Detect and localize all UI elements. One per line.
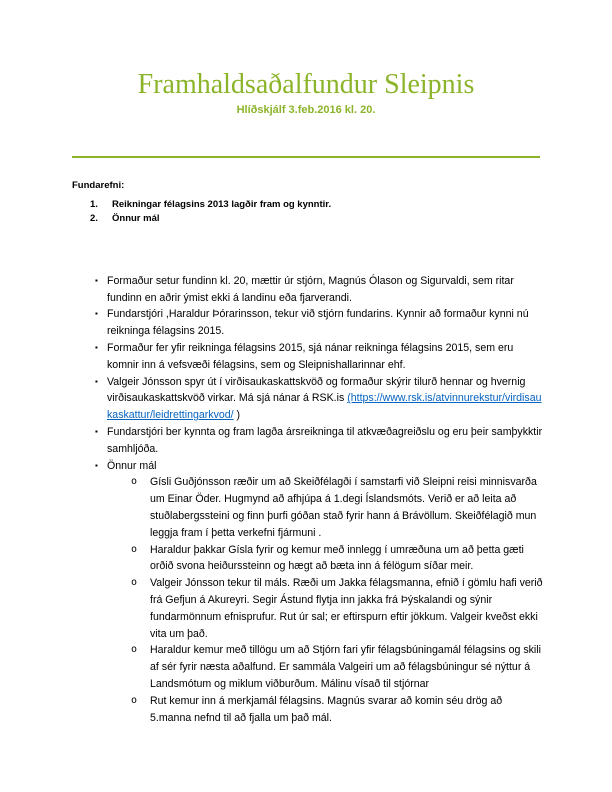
bullet-circle-icon: o [131,694,138,706]
minutes-sub-bullet-label: Rut kemur inn á merkjamál félagsins. Magnús svarar að komin séu drög að 5.manna nefnd til að fjalla um það mál. [150,694,503,724]
minutes-bullet-text [107,306,544,340]
minutes-bullet [95,424,544,458]
page-subtitle: Hlíðskjálf 3.feb.2016 kl. 20. [236,103,376,116]
minutes-bullet-text [107,273,544,307]
agenda-item-label: Reikningar félagsins 2013 lagðir fram og kynntir. [112,198,332,210]
minutes-sub-bullet [131,693,544,727]
minutes-sub-bullet-label: Haraldur kemur með tillögu um að Stjórn fari yfir félagsbúningamál félagsins og skili af sér fyrir næsta aðalfund. Er sammála Valgeiri um að félagsbúningur sé nýttur á Landsmótum og miklum viðburðum. Málinu vísað til stjórnar [150,644,541,690]
bullet-square-icon: ▪ [95,426,98,436]
minutes-sub-bullet [131,642,544,692]
minutes-bullet-text [107,424,544,458]
minutes-list [95,273,544,727]
bullet-circle-icon: o [131,476,138,488]
minutes-bullet [95,374,544,424]
minutes-bullet-text [107,374,544,424]
agenda-item-number: 2. [90,212,98,224]
horizontal-rule [72,156,540,158]
bullet-circle-icon: o [131,543,138,555]
document-header [0,0,612,116]
minutes-sub-bullet [131,474,544,541]
minutes-bullet-label: Fundarstjóri ,Haraldur Þórarinsson, tekur við stjórn fundarins. Kynnir að formaður kynni nú reikninga félagsins 2015. [107,308,529,338]
minutes-bullet [95,306,544,340]
minutes-sub-bullet-label: Gísli Guðjónsson ræðir um að Skeiðfélagði í samstarfi við Sleipni reisi minnisvarða um Einar Öder. Hugmynd að afhjúpa á 1.degi Íslandsmóts. Verið er að leita að stuðlabergssteini og finn þurfi góðan stað fyrir hann á Brávöllum. Skeiðfélagið mun leggja fram í þetta verkefni fjármuni . [150,476,537,539]
minutes-bullet [95,340,544,374]
minutes-bullet-text [107,340,544,374]
bullet-circle-icon: o [131,577,138,589]
agenda-heading: Fundarefni: [72,179,125,191]
minutes-bullet-label: Önnur mál [107,459,157,472]
minutes-bullet-label: Formaður setur fundinn kl. 20, mættir úr stjórn, Magnús Ólason og Sigurvaldi, sem ritar fundinn en aðrir ýmist ekki á landinu eða fjarverandi. [107,274,514,304]
minutes-sub-bullet-label: Haraldur þakkar Gísla fyrir og kemur með innlegg í umræðuna um að þetta gæti orðið svona heiðurssteinn og hægt að bæta inn á félögum síðar meir. [150,543,524,573]
minutes-sub-bullet-label: Valgeir Jónsson tekur til máls. Ræði um Jakka félagsmanna, efnið í gömlu hafi verið frá Gefjun á Akureyri. Segir Ástund flytja inn jakka frá Þýskalandi og sýnir fundarmönnum efnisprufur. Rut úr sal; er eftirspurn eftir jökkum. Valgeir kveðst ekki vita um það. [150,577,543,640]
agenda-item-label: Önnur mál [112,212,160,224]
minutes-bullet-label: Valgeir Jónsson spyr út í virðisaukaskattskvöð og formaður skýrir tilurð hennar og hvernig virðisaukaskattskvöð virkar. Má sjá nánar á RSK.is [107,375,526,405]
bullet-square-icon: ▪ [95,309,98,319]
bullet-square-icon: ▪ [95,275,98,285]
agenda-list [72,198,540,226]
agenda-section [72,180,540,226]
minutes-bullet [95,458,544,727]
bullet-circle-icon: o [131,644,138,656]
page-title: Framhaldsaðalfundur Sleipnis [137,69,475,100]
bullet-square-icon: ▪ [95,342,98,352]
after-link-text: ) [233,409,241,422]
agenda-item-number: 1. [90,198,98,210]
agenda-item [72,212,540,226]
bullet-square-icon: ▪ [95,376,98,386]
minutes-sub-bullet [131,575,544,642]
minutes-bullet-text [107,458,544,727]
minutes-bullet-label: Fundarstjóri ber kynnta og fram lagða ársreikninga til atkvæðagreiðslu og eru þeir samþykktir samhljóða. [107,425,543,455]
rsk-link[interactable]: (https://www.rsk.is/atvinnurekstur/virdisaukaskattur/leidrettingarkvod/ [107,392,542,422]
bullet-square-icon: ▪ [95,460,98,470]
minutes-bullet-label: Formaður fer yfir reikninga félagsins 2015, sjá nánar reikninga félagsins 2015, sem eru komnir inn á vefsvæði félagsins, sem og Sleipnishallarinnar ehf. [107,341,514,371]
sub-bullet-list [131,474,544,726]
minutes-sub-bullet [131,542,544,576]
minutes-bullet [95,273,544,307]
agenda-item [72,198,540,212]
